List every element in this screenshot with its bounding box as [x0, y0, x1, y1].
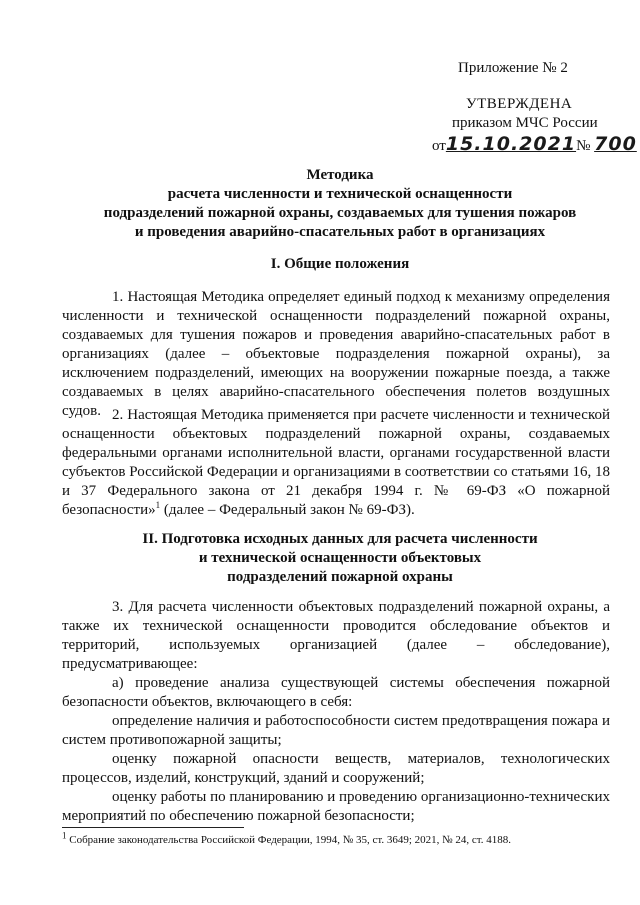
- title-line-2: расчета численности и технической оснащенности: [167, 186, 513, 202]
- title-line-3: подразделений пожарной охраны, создаваемых для тушения пожаров: [103, 205, 577, 221]
- handwritten-number: 700: [594, 133, 637, 155]
- paragraph-2-text: 2. Настоящая Методика применяется при расчете численности и технической оснащенности объектовых подразделений пожарной охраны, создаваемых федеральными органами исполнительной власти, органами государственной власти субъектов Российской Федерации и организациями в соответствии со статьями 16, 18 и 37 Федерального закона от 21 декабря 1994 г. № 69-ФЗ «О пожарной безопасности»: [62, 407, 610, 518]
- title-line-4: и проведения аварийно-спасательных работ в организациях: [134, 224, 546, 240]
- order-date-line: [432, 133, 637, 155]
- footnote-mark: 1: [62, 830, 67, 841]
- order-label: приказом МЧС России: [452, 115, 598, 131]
- paragraph-2-tail: (далее – Федеральный закон № 69-ФЗ).: [160, 502, 415, 518]
- paragraph-1: 1. Настоящая Методика определяет единый подход к механизму определения численности и технической оснащенности подразделений пожарной охраны, создаваемых для тушения пожаров и проведения аварийно-спасательных работ в организациях (далее – объектовые подразделения пожарной охраны), за исключением подразделений, имеющих на вооружении пожарные поезда, а также создаваемых в целях аварийно-спасательного обеспечения полетов воздушных судов.: [62, 289, 610, 419]
- paragraph-2: [62, 406, 610, 520]
- section-2-heading-line-2: и технической оснащенности объектовых: [198, 550, 482, 566]
- section-2-heading-line-1: II. Подготовка исходных данных для расчета численности: [142, 531, 538, 547]
- paragraph-3: 3. Для расчета численности объектовых подразделений пожарной охраны, а также их технической оснащенности проводится обследование объектов и территорий, используемых организацией (далее – обследование), предусматривающее:: [62, 599, 610, 672]
- bullet-1: определение наличия и работоспособности систем предотвращения пожара и систем противопожарной защиты;: [62, 713, 610, 748]
- bullet-2: оценку пожарной опасности веществ, материалов, технологических процессов, изделий, конструкций, зданий и сооружений;: [62, 751, 610, 786]
- document-title: [60, 166, 620, 242]
- approved-label: УТВЕРЖДЕНА: [466, 96, 573, 112]
- paragraph-3a: а) проведение анализа существующей системы обеспечения пожарной безопасности объектов, включающего в себя:: [62, 675, 610, 710]
- appendix-label: Приложение № 2: [458, 60, 568, 76]
- footnote-ref: 1: [155, 500, 161, 510]
- handwritten-date: 15.10.2021: [445, 133, 577, 155]
- title-line-1: Методика: [306, 167, 374, 183]
- bullet-3: оценку работы по планированию и проведению организационно-технических мероприятий по обеспечению пожарной безопасности;: [62, 789, 610, 824]
- section-2-heading: [60, 530, 620, 587]
- number-prefix: №: [576, 138, 591, 154]
- section-2-heading-line-3: подразделений пожарной охраны: [227, 569, 453, 585]
- date-prefix: от: [432, 138, 446, 154]
- footnote-text: Собрание законодательства Российской Федерации, 1994, № 35, ст. 3649; 2021, № 24, ст. 4188.: [69, 834, 511, 846]
- footnote: [62, 830, 610, 847]
- section-1-heading: I. Общие положения: [270, 256, 410, 272]
- footnote-divider: [62, 827, 244, 828]
